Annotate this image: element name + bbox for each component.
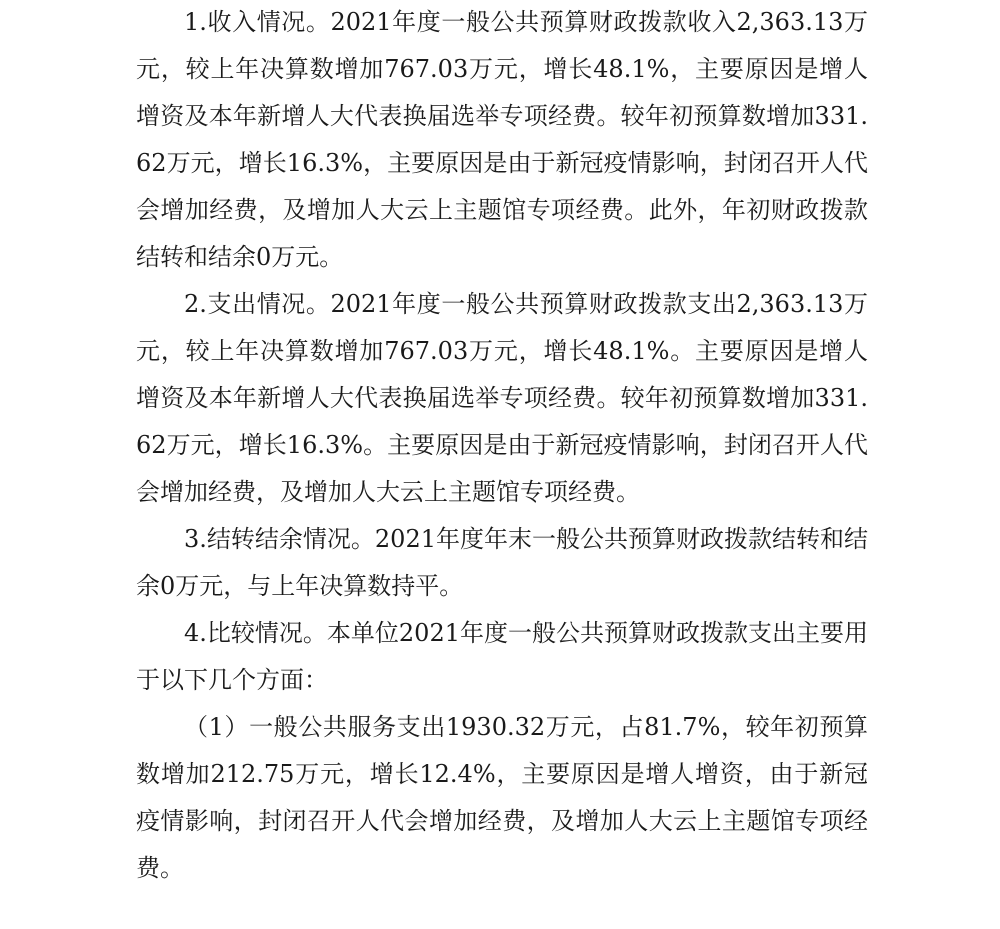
paragraph-expenditure: 2.支出情况。2021年度一般公共预算财政拨款支出2,363.13万元，较上年决算数增加767.03万元，增长48.1%。主要原因是增人增资及本年新增人大代表换届选举专项经费。较年初预算数增加331.62万元，增长16.3%。主要原因是由于新冠疫情影响，封闭召开人代会增加经费，及增加人大云上主题馆专项经费。	[136, 290, 868, 506]
paragraph-carryover: 3.结转结余情况。2021年度年末一般公共预算财政拨款结转和结余0万元，与上年决算数持平。	[136, 525, 868, 600]
paragraph-comparison: 4.比较情况。本单位2021年度一般公共预算财政拨款支出主要用于以下几个方面：	[136, 619, 868, 694]
document-body	[136, 0, 868, 892]
paragraph-income: 1.收入情况。2021年度一般公共预算财政拨款收入2,363.13万元，较上年决算数增加767.03万元，增长48.1%，主要原因是增人增资及本年新增人大代表换届选举专项经费。较年初预算数增加331.62万元，增长16.3%，主要原因是由于新冠疫情影响，封闭召开人代会增加经费，及增加人大云上主题馆专项经费。此外，年初财政拨款结转和结余0万元。	[136, 8, 868, 271]
paragraph-public-service: （1）一般公共服务支出1930.32万元，占81.7%，较年初预算数增加212.75万元，增长12.4%，主要原因是增人增资，由于新冠疫情影响，封闭召开人代会增加经费，及增加人大云上主题馆专项经费。	[136, 713, 868, 882]
